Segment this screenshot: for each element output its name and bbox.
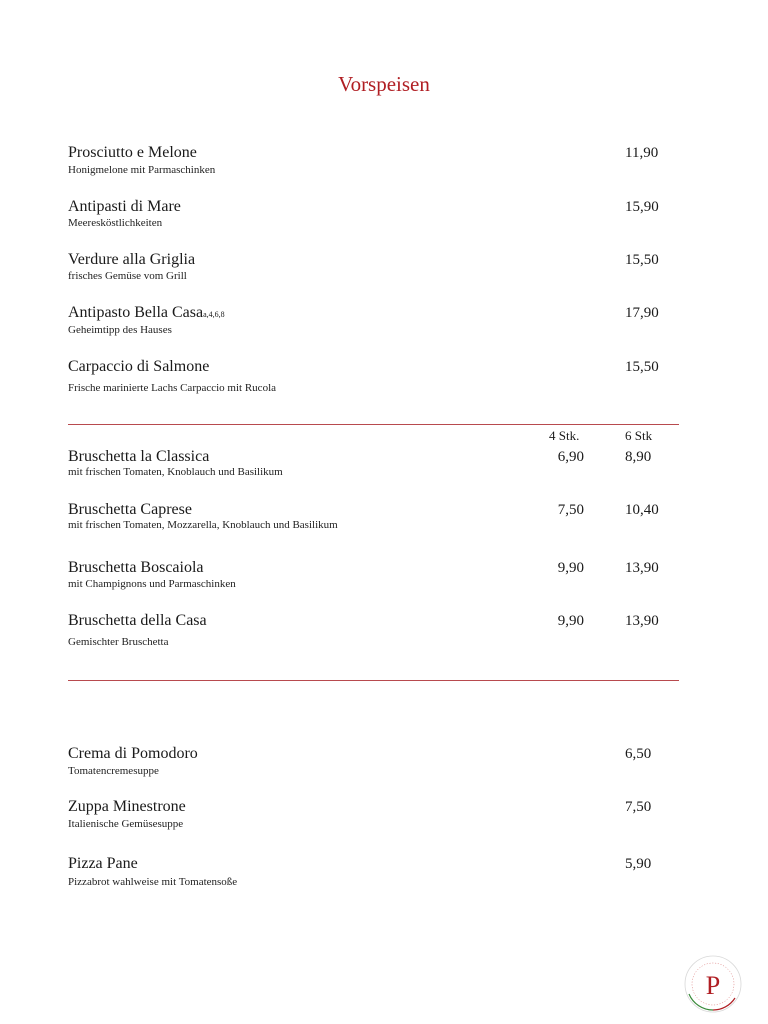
menu-item-name: Prosciutto e Melone xyxy=(68,144,197,161)
menu-item-desc: Honigmelone mit Parmaschinken xyxy=(68,164,216,176)
menu-item-desc: mit Champignons und Parmaschinken xyxy=(68,578,236,590)
price-6-pieces: 13,90 xyxy=(625,560,659,576)
menu-item-desc: Meeresköstlichkeiten xyxy=(68,217,163,229)
price-4-pieces: 9,90 xyxy=(557,560,584,576)
menu-item-name-text: Antipasto Bella Casa xyxy=(68,304,204,321)
menu-item-name: Antipasti di Mare xyxy=(68,198,181,215)
page-title: Vorspeisen xyxy=(338,72,430,96)
menu-item-price: 5,90 xyxy=(625,856,652,872)
menu-item-name: Zuppa Minestrone xyxy=(68,798,186,815)
menu-item-name: Bruschetta Boscaiola xyxy=(68,559,204,576)
menu-item-desc: Frische marinierte Lachs Carpaccio mit Rucola xyxy=(68,382,277,394)
menu-item-price: 15,90 xyxy=(625,199,659,215)
logo-letter: P xyxy=(705,971,721,1000)
menu-item-name: Pizza Pane xyxy=(68,855,138,872)
menu-item-desc: Gemischter Bruschetta xyxy=(68,636,169,648)
menu-item-name: Crema di Pomodoro xyxy=(68,745,198,762)
allergen-codes: a,4,6,8 xyxy=(203,310,225,319)
price-6-pieces: 10,40 xyxy=(625,502,659,518)
menu-item-desc: Geheimtipp des Hauses xyxy=(68,324,172,336)
menu-item-name: Verdure alla Griglia xyxy=(68,251,196,268)
menu-item-price: 15,50 xyxy=(625,252,659,268)
menu-item-name: Bruschetta della Casa xyxy=(68,612,207,629)
menu-item-price: 6,50 xyxy=(625,746,652,762)
price-6-pieces: 8,90 xyxy=(625,449,652,465)
menu-item-desc: Pizzabrot wahlweise mit Tomatensoße xyxy=(68,876,238,888)
column-header-4-pieces: 4 Stk. xyxy=(549,428,580,443)
menu-item-desc: frisches Gemüse vom Grill xyxy=(68,270,187,282)
price-4-pieces: 6,90 xyxy=(557,449,584,465)
menu-item-desc: mit frischen Tomaten, Knoblauch und Basilikum xyxy=(68,466,283,478)
menu-item-price: 17,90 xyxy=(625,305,659,321)
section-divider xyxy=(68,424,679,425)
menu-item-desc: Tomatencremesuppe xyxy=(68,765,159,777)
menu-item-price: 11,90 xyxy=(625,145,659,161)
price-6-pieces: 13,90 xyxy=(625,613,659,629)
restaurant-logo xyxy=(683,954,743,1014)
menu-item-name: Bruschetta la Classica xyxy=(68,448,210,465)
menu-item-price: 15,50 xyxy=(625,359,659,375)
menu-item-name xyxy=(68,304,225,322)
section-divider xyxy=(68,680,679,681)
price-4-pieces: 7,50 xyxy=(557,502,584,518)
menu-item-name: Bruschetta Caprese xyxy=(68,501,192,518)
menu-item-name: Carpaccio di Salmone xyxy=(68,358,210,375)
menu-item-price: 7,50 xyxy=(625,799,652,815)
menu-item-desc: mit frischen Tomaten, Mozzarella, Knoblauch und Basilikum xyxy=(68,519,338,531)
price-4-pieces: 9,90 xyxy=(557,613,584,629)
menu-item-desc: Italienische Gemüsesuppe xyxy=(68,818,184,830)
column-header-6-pieces: 6 Stk xyxy=(625,428,653,443)
